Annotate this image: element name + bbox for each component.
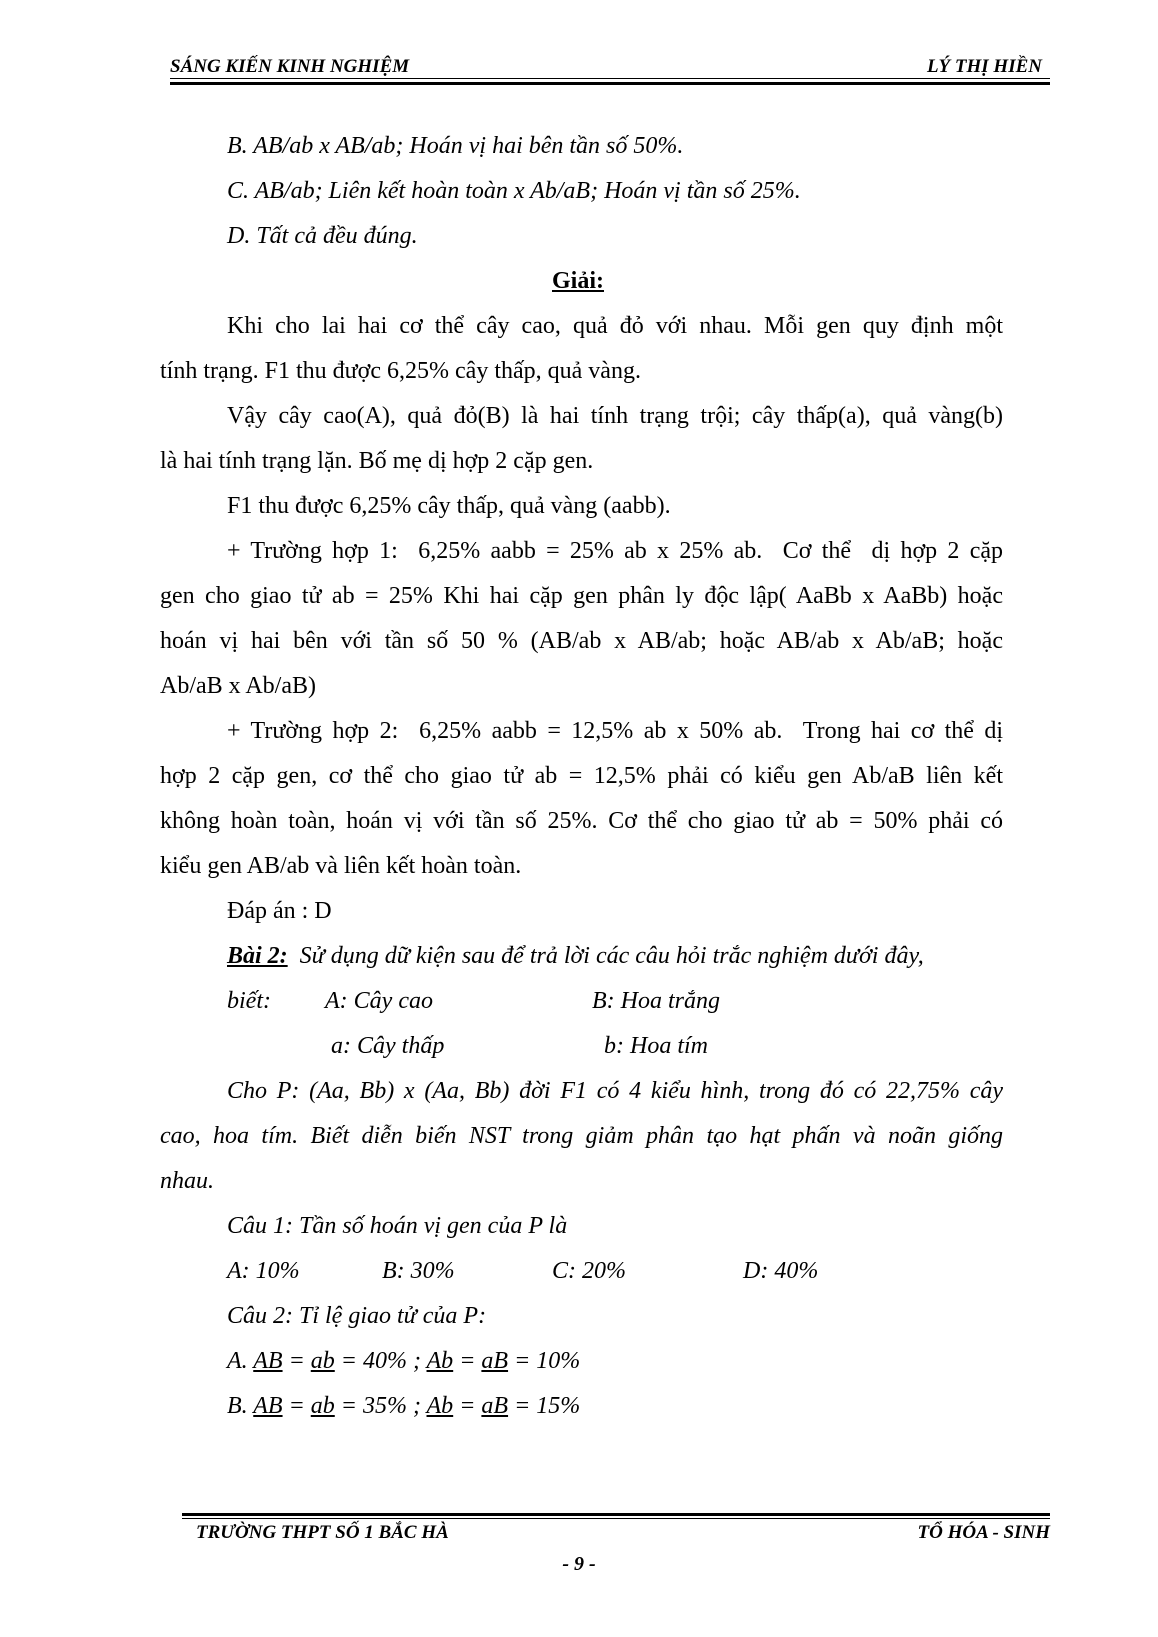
- case-1-cont-1: gen cho giao tử ab = 25% Khi hai cặp gen phân ly độc lập( AaBb x AaBb) hoặc: [160, 583, 1003, 609]
- footer-rule: [182, 1518, 1050, 1519]
- q2a-gamete-aB: aB: [481, 1348, 509, 1374]
- bai2-label: Bài 2:: [227, 943, 288, 969]
- q1-option-b: B: 30%: [382, 1258, 455, 1284]
- q2a-gamete-ab: ab: [310, 1348, 335, 1374]
- option-c: C. AB/ab; Liên kết hoàn toàn x Ab/aB; Hoán vị tần số 25%.: [227, 178, 801, 204]
- footer-rule-thick: [182, 1513, 1050, 1516]
- option-b: B. AB/ab x AB/ab; Hoán vị hai bên tần số 50%.: [227, 133, 684, 159]
- bai2-p-line-2: cao, hoa tím. Biết diễn biến NST trong giảm phân tạo hạt phấn và noãn giống: [160, 1123, 1003, 1149]
- solution-para-2: Vậy cây cao(A), quả đỏ(B) là hai tính trạng trội; cây thấp(a), quả vàng(b): [227, 403, 1003, 429]
- q1-option-a: A: 10%: [227, 1258, 300, 1284]
- trait-b: b: Hoa tím: [604, 1033, 708, 1059]
- header-rule-thick: [170, 82, 1050, 85]
- case-1: + Trường hợp 1: 6,25% aabb = 25% ab x 25% ab. Cơ thể dị hợp 2 cặp: [227, 538, 1003, 564]
- bai2-p-line-1: Cho P: (Aa, Bb) x (Aa, Bb) đời F1 có 4 kiểu hình, trong đó có 22,75% cây: [227, 1078, 1003, 1104]
- case-2-cont-2: không hoàn toàn, hoán vị với tần số 25%. Cơ thể cho giao tử ab = 50% phải có: [160, 808, 1003, 834]
- bai2-intro-line: [227, 941, 1003, 971]
- q2a-eq1: =: [282, 1348, 311, 1374]
- q2-option-b: [227, 1391, 580, 1421]
- trait-B: B: Hoa trắng: [592, 988, 720, 1014]
- header-author: LÝ THỊ HIỀN: [926, 56, 1042, 77]
- q2a-mid: = 40% ;: [334, 1348, 427, 1374]
- solution-para-2-cont: là hai tính trạng lặn. Bố mẹ dị hợp 2 cặp gen.: [160, 448, 594, 474]
- case-2: + Trường hợp 2: 6,25% aabb = 12,5% ab x 50% ab. Trong hai cơ thể dị: [227, 718, 1003, 744]
- bai2-intro: Sử dụng dữ kiện sau để trả lời các câu hỏi trắc nghiệm dưới đây,: [299, 943, 924, 969]
- q2a-end: = 10%: [508, 1348, 581, 1374]
- solution-para-1: Khi cho lai hai cơ thể cây cao, quả đỏ với nhau. Mỗi gen quy định một: [227, 313, 1003, 339]
- option-d: D. Tất cả đều đúng.: [227, 223, 418, 249]
- q2a-gamete-Ab: Ab: [426, 1348, 454, 1374]
- question-1: Câu 1: Tần số hoán vị gen của P là: [227, 1213, 568, 1239]
- bai2-biet: biết:: [227, 988, 271, 1014]
- q2b-mid: = 35% ;: [334, 1393, 427, 1419]
- header-title: SÁNG KIẾN KINH NGHIỆM: [170, 56, 410, 77]
- q2a-eq2: =: [453, 1348, 482, 1374]
- q2b-eq1: =: [282, 1393, 311, 1419]
- q2b-gamete-ab: ab: [310, 1393, 335, 1419]
- trait-a: a: Cây thấp: [331, 1033, 445, 1059]
- solution-title: Giải:: [552, 268, 604, 294]
- solution-para-1-cont: tính trạng. F1 thu được 6,25% cây thấp, quả vàng.: [160, 358, 641, 384]
- q2b-gamete-Ab: Ab: [426, 1393, 454, 1419]
- question-2: Câu 2: Tỉ lệ giao tử của P:: [227, 1303, 487, 1329]
- page-footer: [196, 1520, 1050, 1548]
- footer-department: TỔ HÓA - SINH: [917, 1522, 1050, 1543]
- q2b-gamete-AB: AB: [253, 1393, 283, 1419]
- solution-para-3: F1 thu được 6,25% cây thấp, quả vàng (aabb).: [227, 493, 671, 519]
- case-2-cont-1: hợp 2 cặp gen, cơ thể cho giao tử ab = 12,5% phải có kiểu gen Ab/aB liên kết: [160, 763, 1003, 789]
- q2b-eq2: =: [453, 1393, 482, 1419]
- bai2-p-line-3: nhau.: [160, 1168, 214, 1194]
- case-1-cont-3: Ab/aB x Ab/aB): [160, 673, 316, 699]
- q1-option-d: D: 40%: [743, 1258, 819, 1284]
- case-1-cont-2: hoán vị hai bên với tần số 50 % (AB/ab x AB/ab; hoặc AB/ab x Ab/aB; hoặc: [160, 628, 1003, 654]
- answer: Đáp án : D: [227, 898, 332, 924]
- q2b-gamete-aB: aB: [481, 1393, 509, 1419]
- q2a-gamete-AB: AB: [253, 1348, 283, 1374]
- case-2-cont-3: kiểu gen AB/ab và liên kết hoàn toàn.: [160, 853, 522, 879]
- q2b-end: = 15%: [508, 1393, 581, 1419]
- q2a-prefix: A.: [227, 1348, 254, 1374]
- page-number: - 9 -: [562, 1553, 596, 1575]
- q1-option-c: C: 20%: [552, 1258, 626, 1284]
- header-rule: [170, 78, 1050, 79]
- trait-A: A: Cây cao: [325, 988, 433, 1014]
- q2b-prefix: B.: [227, 1393, 254, 1419]
- footer-school: TRƯỜNG THPT SỐ 1 BẮC HÀ: [196, 1522, 449, 1543]
- q2-option-a: [227, 1346, 580, 1376]
